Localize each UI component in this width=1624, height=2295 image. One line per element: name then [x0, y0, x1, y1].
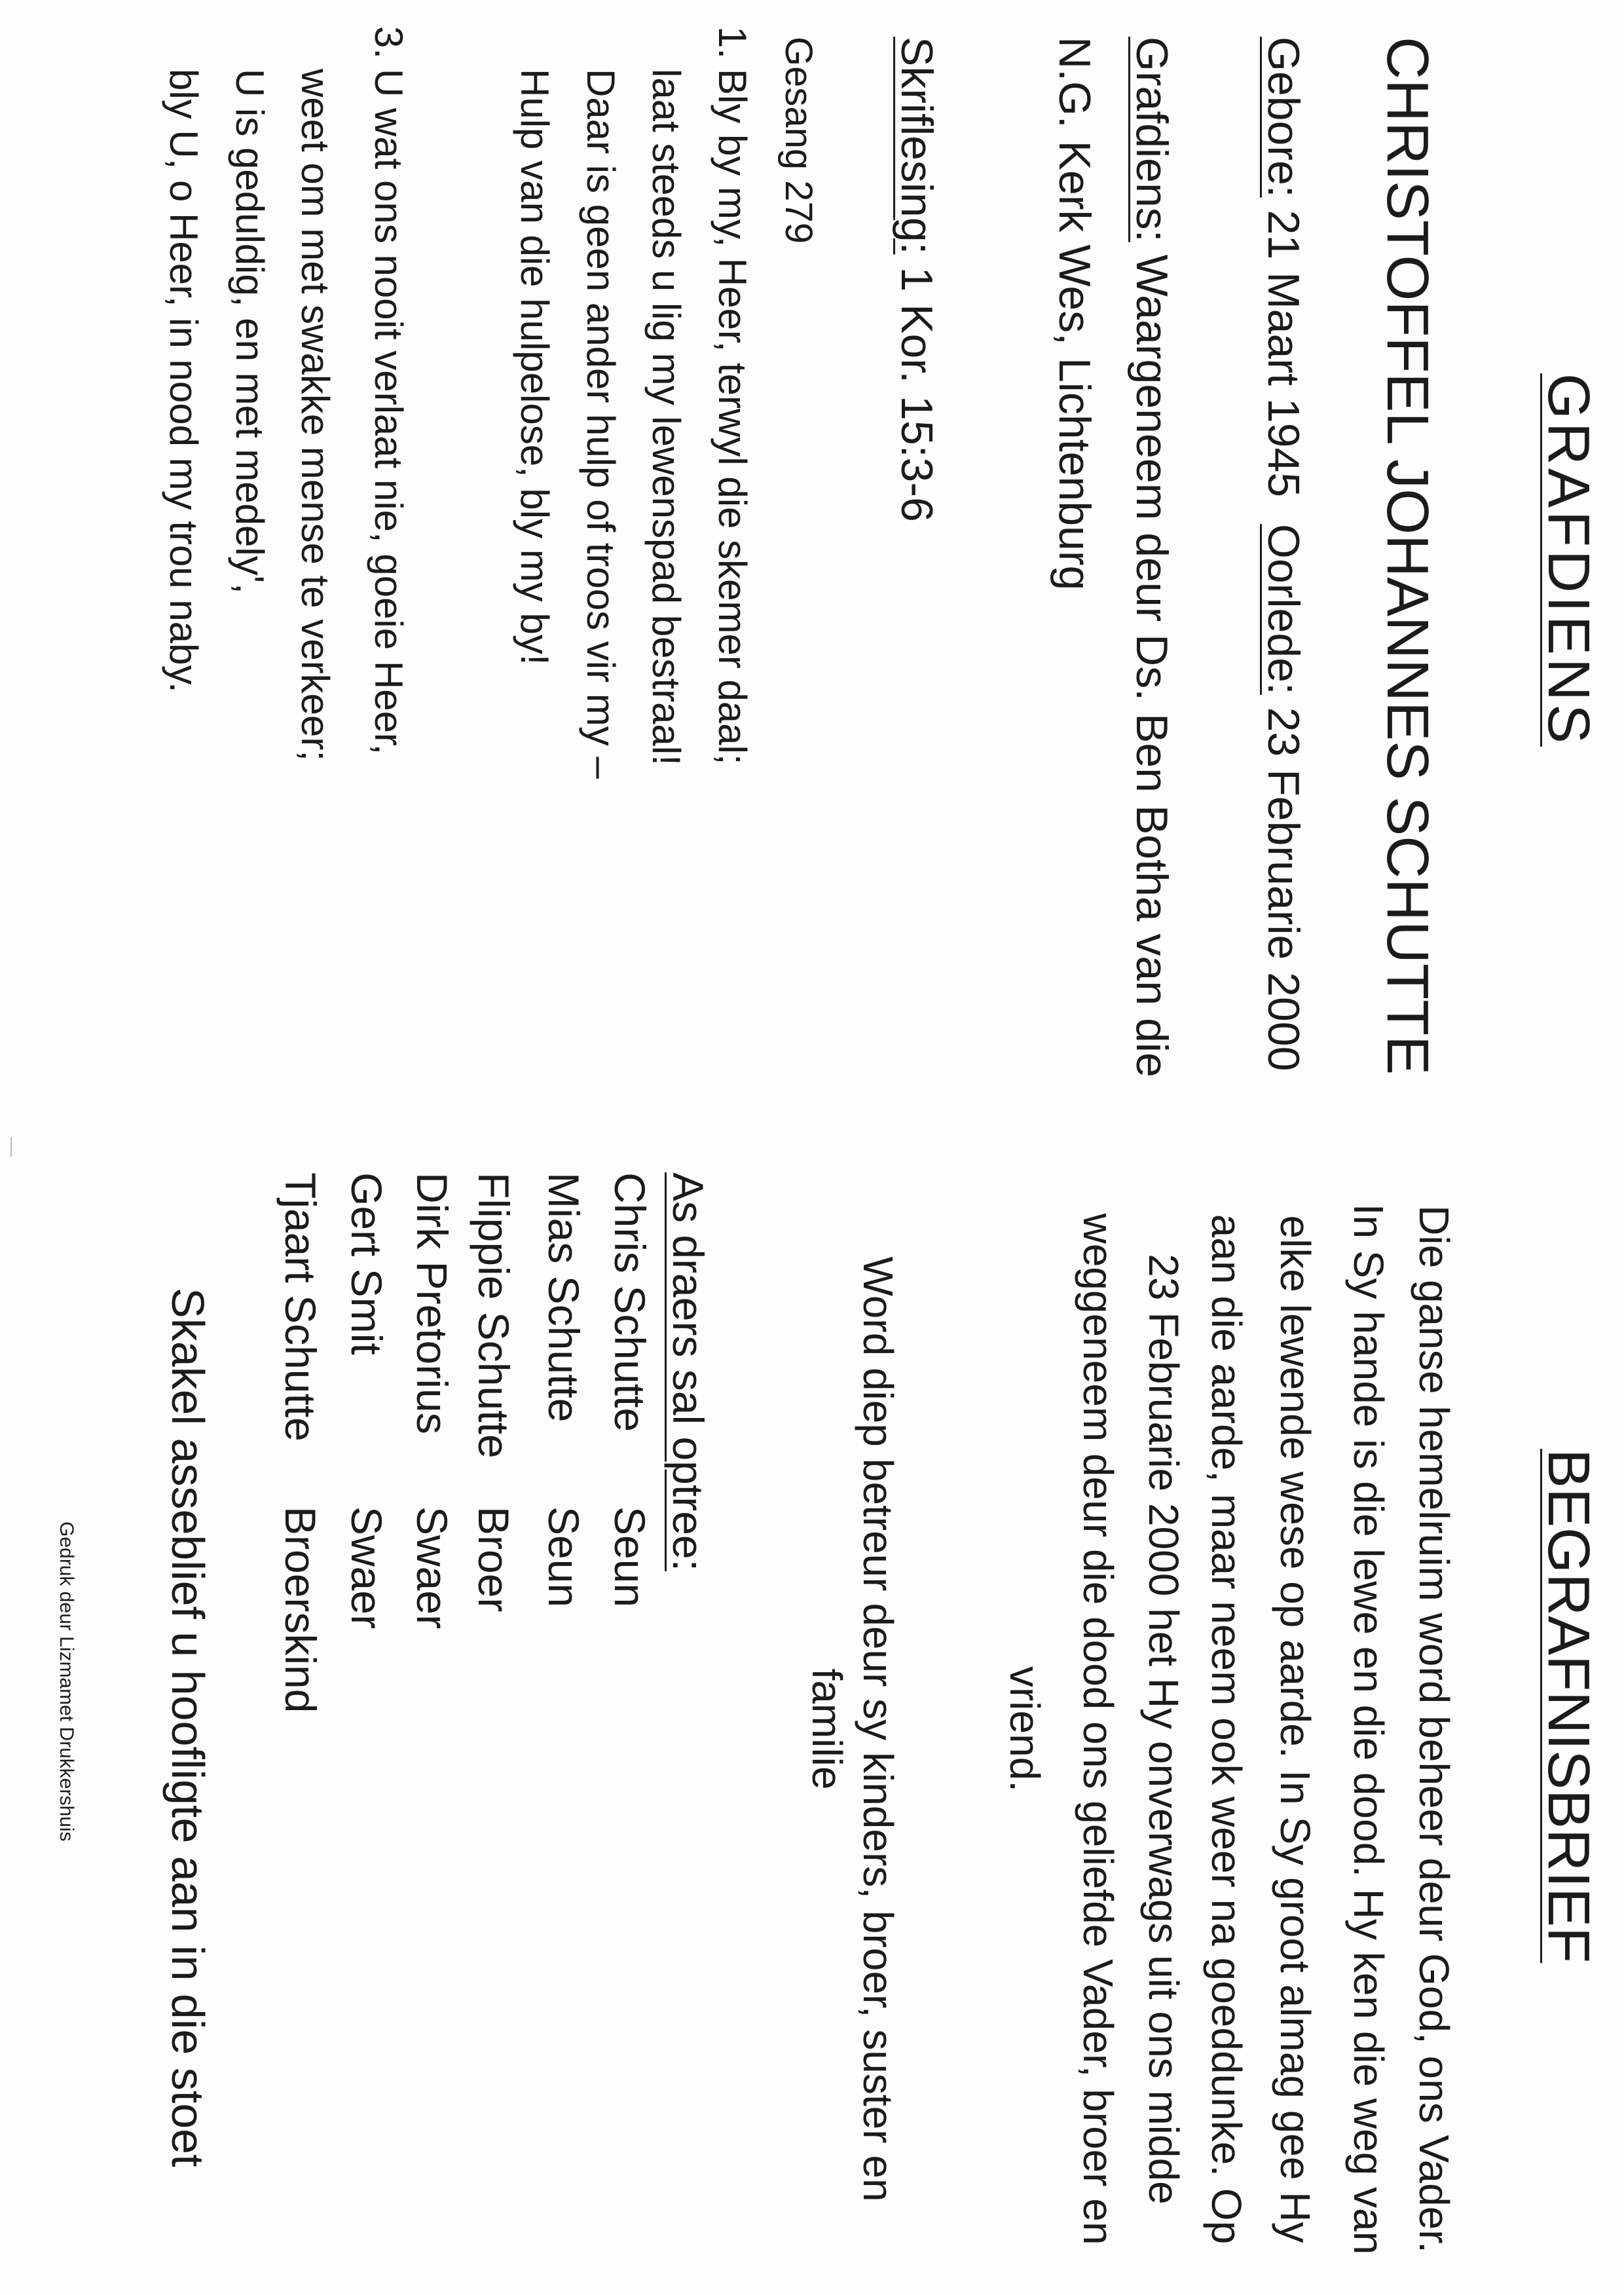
pallbearer-relation: Seun: [606, 1506, 654, 1608]
begrafnisbrief-title: BEGRAFNISBRIEF: [1536, 1449, 1601, 1964]
verse-line: laat steeds u lig my lewenspad bestraal!: [644, 69, 688, 766]
verse-line: Daar is geen ander hulp of troos vir my –: [579, 69, 623, 779]
pallbearers-heading: As draers sal optree:: [664, 1172, 712, 1571]
verse-line: Bly by my, Heer, terwyl die skemer daal;: [710, 69, 754, 765]
pallbearer-relation: Seun: [540, 1506, 588, 1608]
service-church: N.G. Kerk Wes, Lichtenburg: [1050, 37, 1099, 591]
born-label: Gebore:: [1259, 37, 1308, 198]
begrafnisbrief-panel: [0, 1148, 1624, 2295]
pallbearer-relation: Broerskind: [276, 1506, 325, 1713]
verse-number: 3.: [367, 26, 411, 60]
pallbearer-relation: Swaer: [342, 1506, 391, 1630]
letter-line: Die ganse hemelruim word beheer deur God, ons Vader.: [1411, 1205, 1458, 2253]
grafdiens-title: GRAFDIENS: [1536, 373, 1601, 747]
verse-number: 1.: [710, 26, 754, 60]
service-line: [1127, 37, 1177, 1077]
letter-line: weggeneem deur die dood ons geliefde Vader, broer en: [1075, 1213, 1122, 2245]
deceased-name: CHRISTOFFEL JOHANNES SCHUTTE: [1375, 37, 1440, 1075]
mourned-line: Word diep betreur deur sy kinders, broer, suster en: [855, 1256, 902, 2202]
pallbearer-name: Chris Schutte: [606, 1172, 654, 1432]
pallbearer-name: Gert Smit: [342, 1172, 391, 1355]
service-label: Grafdiens:: [1127, 37, 1177, 242]
pallbearer-name: Tjaart Schutte: [276, 1172, 325, 1442]
letter-line: elke lewende wese op aarde. In Sy groot almag gee Hy: [1272, 1215, 1319, 2243]
verse-line: U is geduldig, en met medely',: [228, 69, 272, 594]
letter-line: vriend.: [1001, 1666, 1048, 1793]
died-date: 23 Februarie 2000: [1259, 707, 1308, 1072]
reading-line: [892, 37, 942, 522]
reading-label: Skriflesing:: [892, 37, 942, 255]
pallbearer-name: Mias Schutte: [540, 1172, 588, 1423]
hymn-title: Gesang 279: [777, 37, 820, 244]
letter-line: In Sy hande is die lewe en die dood. Hy ken die weg van: [1345, 1203, 1392, 2255]
printer-credit: Gedruk deur Lizmamet Drukkershuis: [56, 1521, 77, 1842]
died-line: [1261, 524, 1306, 1071]
pallbearer-name: Dirk Pretorius: [408, 1172, 456, 1434]
born-line: [1261, 37, 1306, 497]
pallbearer-relation: Swaer: [408, 1506, 456, 1630]
mourned-line: familie: [803, 1668, 851, 1790]
verse-line: U wat ons nooit verlaat nie, goeie Heer,: [367, 69, 411, 755]
verse-line: bly U, o Heer, in nood my trou naby.: [162, 69, 206, 693]
service-officiant: Waargeneem deur Ds. Ben Botha van die: [1127, 254, 1177, 1077]
born-date: 21 Maart 1945: [1259, 210, 1308, 498]
procession-note: Skakel asseblief u hoofligte aan in die stoet: [162, 1288, 213, 2167]
letter-line: aan die aarde, maar neem ook weer na goeddunke. Op: [1203, 1214, 1250, 2245]
died-label: Oorlede:: [1259, 524, 1308, 695]
pallbearer-name: Flippie Schutte: [470, 1172, 518, 1459]
verse-line: weet om met swakke mense te verkeer;: [293, 69, 337, 762]
letter-line: 23 Februarie 2000 het Hy onverwags uit ons midde: [1140, 1254, 1187, 2205]
pallbearer-relation: Broer: [470, 1506, 518, 1613]
reading-reference: 1 Kor. 15:3-6: [892, 267, 942, 522]
verse-line: Hulp van die hulpelose, bly my by!: [513, 69, 557, 665]
